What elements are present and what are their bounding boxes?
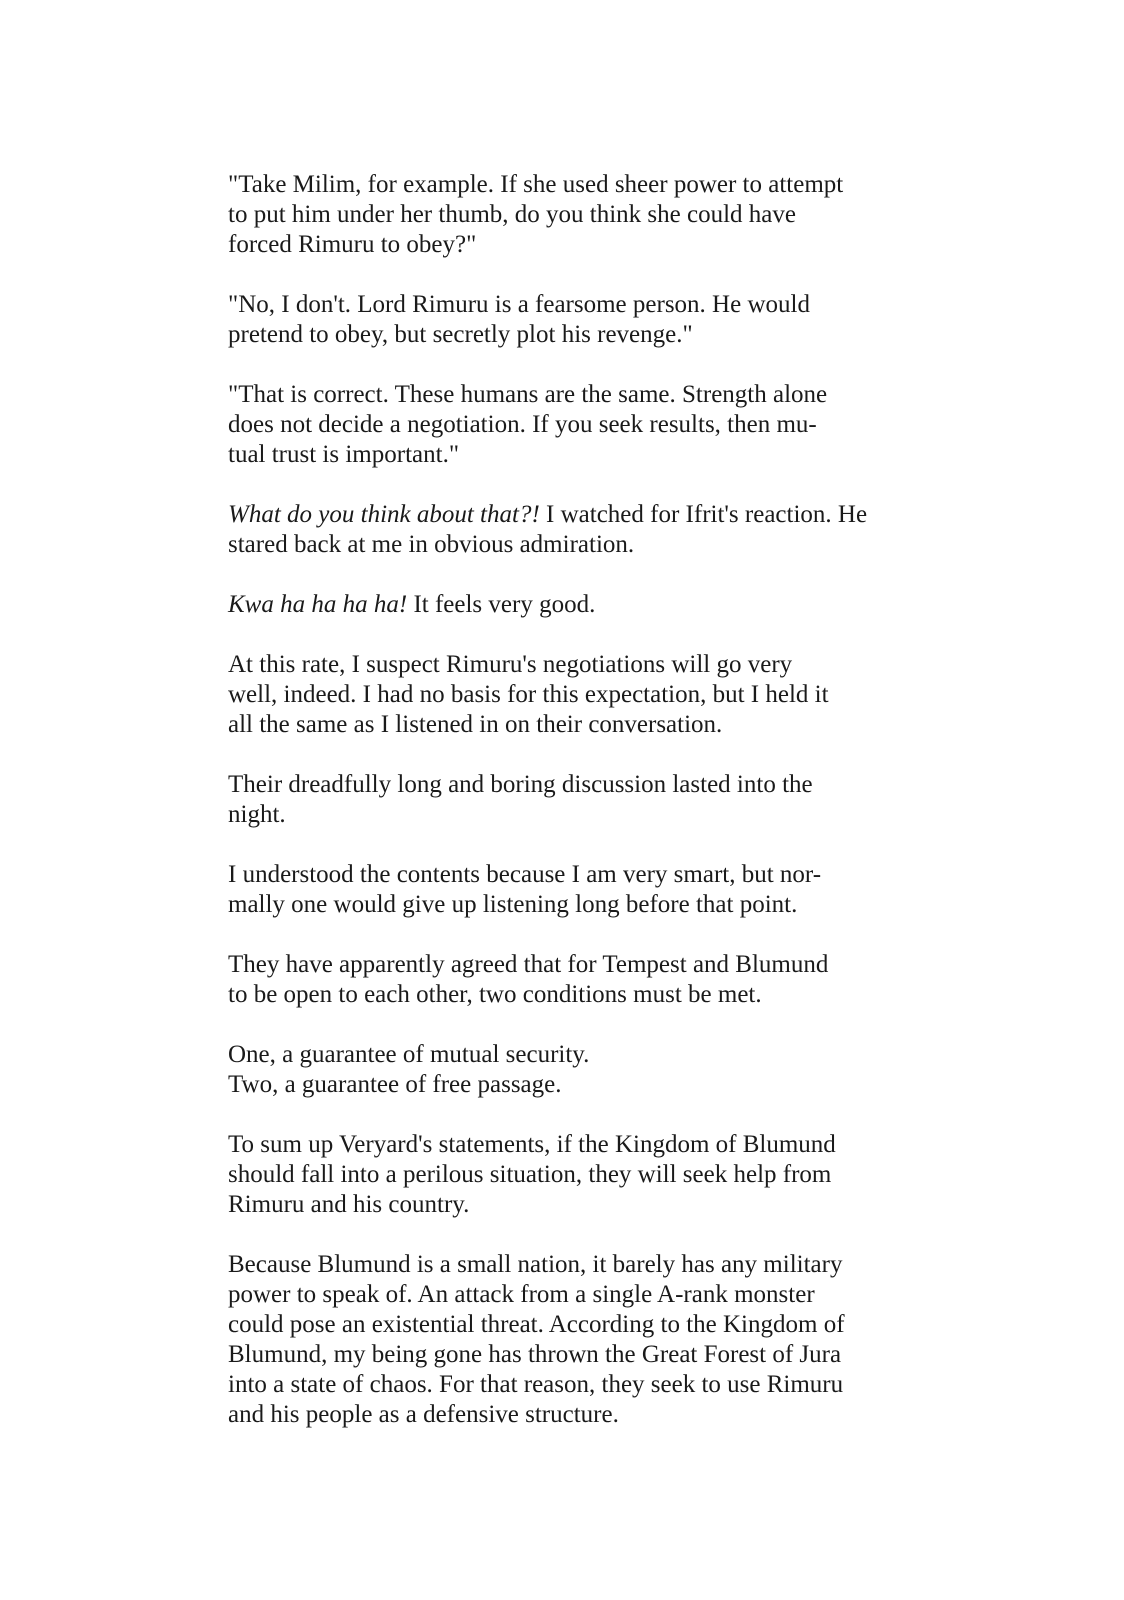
text-line: They have apparently agreed that for Tempest and Blumund [228, 951, 829, 978]
text-line: Rimuru and his country. [228, 1191, 470, 1218]
paragraph [228, 950, 908, 1010]
text-line: and his people as a defensive structure. [228, 1401, 619, 1428]
text-line: power to speak of. An attack from a single A-rank monster [228, 1281, 815, 1308]
text-line: Because Blumund is a small nation, it barely has any military [228, 1251, 843, 1278]
paragraph [228, 290, 908, 350]
italic-laugh: Kwa ha ha ha ha! [228, 591, 408, 618]
italic-thought: What do you think about that?! [228, 501, 540, 528]
paragraph [228, 1040, 908, 1100]
text-run: It feels very good. [407, 591, 596, 618]
text-line: mally one would give up listening long before that point. [228, 891, 798, 918]
book-page [228, 170, 908, 1460]
text-line: "Take Milim, for example. If she used sheer power to attempt [228, 171, 844, 198]
text-line: night. [228, 801, 286, 828]
text-line: "No, I don't. Lord Rimuru is a fearsome person. He would [228, 291, 810, 318]
text-line: At this rate, I suspect Rimuru's negotiations will go very [228, 651, 793, 678]
text-line: tual trust is important." [228, 441, 460, 468]
paragraph [228, 170, 908, 260]
text-line: should fall into a perilous situation, they will seek help from [228, 1161, 832, 1188]
text-line: I understood the contents because I am very smart, but nor- [228, 861, 822, 888]
text-line: forced Rimuru to obey?" [228, 231, 477, 258]
paragraph [228, 590, 908, 620]
text-line: all the same as I listened in on their conversation. [228, 711, 723, 738]
paragraph [228, 500, 908, 560]
text-line: Two, a guarantee of free passage. [228, 1071, 562, 1098]
paragraph [228, 650, 908, 740]
text-line: stared back at me in obvious admiration. [228, 531, 635, 558]
text-line: To sum up Veryard's statements, if the Kingdom of Blumund [228, 1131, 836, 1158]
paragraph [228, 1250, 908, 1430]
text-line: Their dreadfully long and boring discussion lasted into the [228, 771, 813, 798]
text-line [228, 590, 908, 620]
text-line: could pose an existential threat. According to the Kingdom of [228, 1311, 845, 1338]
text-line: into a state of chaos. For that reason, they seek to use Rimuru [228, 1371, 844, 1398]
text-line [228, 500, 908, 530]
text-line: pretend to obey, but secretly plot his revenge." [228, 321, 693, 348]
paragraph [228, 860, 908, 920]
text-line: does not decide a negotiation. If you seek results, then mu- [228, 411, 817, 438]
text-line: well, indeed. I had no basis for this expectation, but I held it [228, 681, 829, 708]
text-line: One, a guarantee of mutual security. [228, 1041, 590, 1068]
paragraph [228, 380, 908, 470]
text-line: Blumund, my being gone has thrown the Great Forest of Jura [228, 1341, 842, 1368]
text-line: to put him under her thumb, do you think she could have [228, 201, 796, 228]
paragraph [228, 1130, 908, 1220]
paragraph [228, 770, 908, 830]
text-line: "That is correct. These humans are the same. Strength alone [228, 381, 828, 408]
text-line: to be open to each other, two conditions must be met. [228, 981, 762, 1008]
text-run: I watched for Ifrit's reaction. He [539, 501, 868, 528]
